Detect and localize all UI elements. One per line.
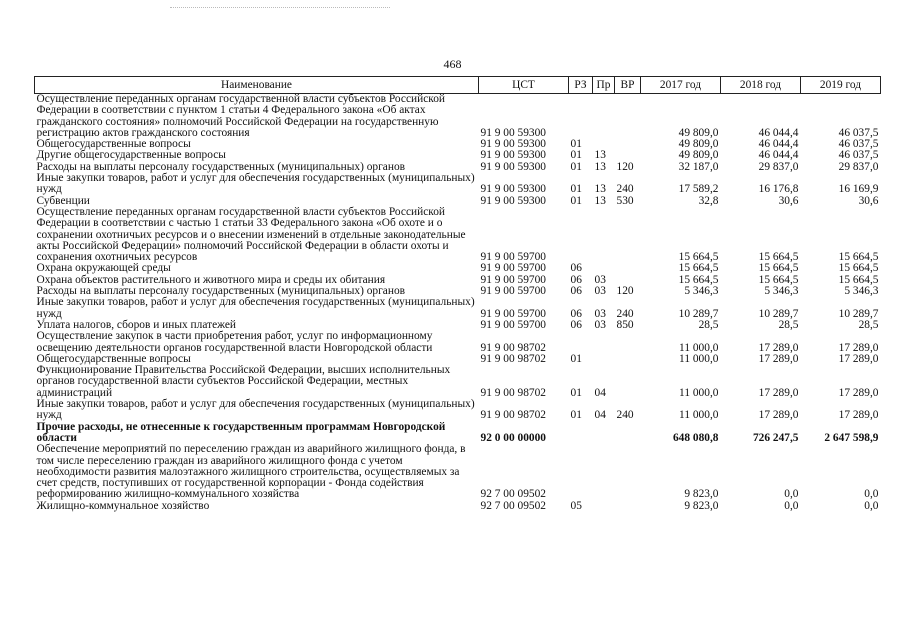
row-name: Расходы на выплаты персоналу государственных (муниципальных) органов [36, 285, 406, 298]
row-amount-2018: 15 664,5 [758, 273, 799, 286]
row-pr [593, 207, 615, 263]
row-rz: 01 [570, 149, 582, 162]
row-pr: 03 [594, 285, 606, 298]
row-vr [615, 263, 641, 274]
row-name: Другие общегосударственные вопросы [36, 149, 226, 162]
row-csr: 91 9 00 59300 [480, 126, 546, 139]
row-rz: 01 [570, 409, 582, 422]
row-vr [615, 94, 641, 140]
row-amount-2018: 17 289,0 [758, 409, 799, 422]
row-amount-2019: 46 037,5 [838, 149, 879, 162]
row-amount-2017: 28,5 [698, 318, 719, 331]
row-csr: 91 9 00 59300 [480, 138, 546, 151]
row-vr [615, 501, 641, 512]
row-amount-2017: 15 664,5 [678, 251, 719, 264]
row-amount-2018: 726 247,5 [752, 431, 799, 444]
row-amount-2018: 5 346,3 [764, 285, 799, 298]
row-name: Уплата налогов, сборов и иных платежей [36, 318, 236, 331]
row-csr: 91 9 00 59700 [480, 318, 546, 331]
row-csr: 91 9 00 98702 [480, 352, 546, 365]
row-name: Жилищно-коммунальное хозяйство [36, 499, 210, 512]
table-row [35, 444, 881, 500]
row-name: Осуществление переданных органам государственной власти субъектов Российской Федерации в соответствии с пунктом 1 статьи 4 Федерального закона «Об актах гражданского состояния» полномочий Российской Федерации на государственную регистрацию актов гражданского состояния [36, 93, 445, 139]
row-csr: 92 7 00 09502 [480, 488, 546, 501]
row-vr: 240 [616, 307, 634, 320]
row-name: Охрана объектов растительного и животного мира и среды их обитания [36, 273, 386, 286]
row-rz: 06 [570, 273, 582, 286]
table-row [35, 297, 881, 320]
row-amount-2018: 29 837,0 [758, 160, 799, 173]
row-amount-2019: 17 289,0 [838, 352, 879, 365]
row-amount-2018: 0,0 [784, 499, 799, 512]
row-amount-2018: 10 289,7 [758, 307, 799, 320]
row-csr: 91 9 00 98702 [480, 409, 546, 422]
table-row [35, 207, 881, 263]
row-name: Осуществление переданных органам государственной власти субъектов Российской Федерации в соответствии с частью 1 статьи 33 Федерального закона «Об охоте и о сохранении охотничьих ресурсов и о внесении изменений в отдельные законодательные акты Российской Федерации» полномочий Российской Федерации в области охоты и сохранения охотничьих ресурсов [36, 205, 466, 264]
row-pr: 03 [594, 318, 606, 331]
header-2019: 2019 год [801, 77, 881, 94]
row-name: Иные закупки товаров, работ и услуг для обеспечения государственных (муниципальных) нужд [36, 172, 475, 196]
row-amount-2018: 15 664,5 [758, 262, 799, 275]
row-rz [569, 444, 593, 500]
row-csr: 91 9 00 59700 [480, 307, 546, 320]
table-header-row [35, 77, 881, 94]
row-name: Функционирование Правительства Российской Федерации, высших исполнительных органов государственной власти субъектов Российской Федерации, местных администраций [36, 364, 451, 399]
row-name: Осуществление закупок в части приобретения работ, услуг по информационному освещению деятельности органов государственной власти Новгородской области [36, 330, 433, 354]
row-vr: 240 [616, 409, 634, 422]
header-name: Наименование [35, 77, 479, 94]
row-pr: 04 [594, 386, 606, 399]
row-pr: 13 [594, 194, 606, 207]
row-rz: 01 [570, 352, 582, 365]
row-csr: 91 9 00 98702 [480, 341, 546, 354]
row-amount-2018: 28,5 [778, 318, 799, 331]
row-amount-2019: 17 289,0 [838, 386, 879, 399]
row-csr: 91 9 00 59300 [480, 183, 546, 196]
row-amount-2017: 11 000,0 [679, 409, 719, 422]
row-rz: 01 [570, 386, 582, 399]
table-row [35, 331, 881, 354]
row-amount-2019: 15 664,5 [838, 251, 879, 264]
row-amount-2019: 46 037,5 [838, 126, 879, 139]
row-rz: 06 [570, 262, 582, 275]
row-name: Иные закупки товаров, работ и услуг для обеспечения государственных (муниципальных) нужд [36, 296, 475, 320]
row-vr [615, 207, 641, 263]
row-name: Общегосударственные вопросы [36, 138, 191, 151]
table-row [35, 173, 881, 196]
row-rz: 01 [570, 194, 582, 207]
row-amount-2017: 11 000,0 [679, 386, 719, 399]
header-vr: ВР [615, 77, 641, 94]
row-rz: 06 [570, 318, 582, 331]
table-row [35, 422, 881, 445]
row-csr: 91 9 00 59300 [480, 149, 546, 162]
row-vr [615, 422, 641, 445]
row-amount-2019: 15 664,5 [838, 273, 879, 286]
row-rz: 01 [570, 183, 582, 196]
row-rz [569, 94, 593, 140]
row-amount-2017: 49 809,0 [678, 138, 719, 151]
row-amount-2018: 16 176,8 [758, 183, 799, 196]
row-rz [569, 207, 593, 263]
page-number: 468 [443, 57, 462, 71]
row-amount-2019: 2 647 598,9 [824, 431, 879, 444]
row-vr: 850 [616, 318, 634, 331]
header-2017: 2017 год [641, 77, 721, 94]
row-csr: 91 9 00 59700 [480, 285, 546, 298]
row-vr: 120 [616, 285, 634, 298]
row-amount-2018: 17 289,0 [758, 352, 799, 365]
row-amount-2019: 10 289,7 [838, 307, 879, 320]
row-rz: 05 [570, 499, 582, 512]
row-csr: 91 9 00 98702 [480, 386, 546, 399]
row-vr [615, 354, 641, 365]
row-pr [593, 501, 615, 512]
row-amount-2018: 15 664,5 [758, 251, 799, 264]
row-rz: 06 [570, 285, 582, 298]
row-amount-2017: 17 589,2 [678, 183, 719, 196]
header-pr: Пр [593, 77, 615, 94]
row-pr [593, 354, 615, 365]
row-amount-2018: 17 289,0 [758, 386, 799, 399]
row-pr [593, 444, 615, 500]
table-body [35, 94, 881, 512]
row-csr: 91 9 00 59700 [480, 273, 546, 286]
row-amount-2019: 28,5 [858, 318, 879, 331]
row-pr: 03 [594, 307, 606, 320]
row-amount-2019: 29 837,0 [838, 160, 879, 173]
row-amount-2019: 46 037,5 [838, 138, 879, 151]
row-csr: 91 9 00 59700 [480, 262, 546, 275]
row-amount-2017: 5 346,3 [684, 285, 719, 298]
row-amount-2017: 11 000,0 [679, 352, 719, 365]
row-amount-2019: 17 289,0 [838, 409, 879, 422]
row-amount-2019: 0,0 [864, 499, 879, 512]
scan-artifact-line [170, 7, 390, 9]
row-csr: 91 9 00 59700 [480, 251, 546, 264]
row-amount-2019: 16 169,9 [838, 183, 879, 196]
row-amount-2018: 30,6 [778, 194, 799, 207]
row-rz: 01 [570, 138, 582, 151]
row-amount-2018: 46 044,4 [758, 149, 799, 162]
row-amount-2017: 15 664,5 [678, 262, 719, 275]
row-rz: 01 [570, 160, 582, 173]
row-amount-2017: 32,8 [698, 194, 719, 207]
row-csr: 91 9 00 59300 [480, 160, 546, 173]
row-rz: 06 [570, 307, 582, 320]
row-amount-2019: 0,0 [864, 488, 879, 501]
row-pr: 13 [594, 149, 606, 162]
row-vr: 530 [616, 194, 634, 207]
row-amount-2017: 49 809,0 [678, 149, 719, 162]
row-amount-2018: 46 044,4 [758, 138, 799, 151]
table-row [35, 501, 881, 512]
row-amount-2017: 648 080,8 [672, 431, 719, 444]
row-pr: 13 [594, 183, 606, 196]
row-vr [615, 444, 641, 500]
row-amount-2019: 30,6 [858, 194, 879, 207]
row-amount-2018: 0,0 [784, 488, 799, 501]
row-vr [615, 365, 641, 399]
row-vr: 120 [616, 160, 634, 173]
row-pr: 04 [594, 409, 606, 422]
row-vr: 240 [616, 183, 634, 196]
header-2018: 2018 год [721, 77, 801, 94]
row-pr [593, 331, 615, 354]
row-amount-2017: 49 809,0 [678, 126, 719, 139]
row-amount-2019: 17 289,0 [838, 341, 879, 354]
row-name: Обеспечение мероприятий по переселению граждан из аварийного жилищного фонда, в том числе переселению граждан из аварийного жилищного фонда с учетом необходимости развития малоэтажного жилищного строительства, осуществляемых за счет средств, поступивших от государственной корпорации - Фонда содействия реформированию жилищно-коммунального хозяйства [36, 443, 466, 501]
row-amount-2018: 17 289,0 [758, 341, 799, 354]
row-amount-2017: 9 823,0 [684, 499, 719, 512]
row-pr: 03 [594, 273, 606, 286]
row-csr: 92 0 00 00000 [480, 431, 546, 444]
row-name: Прочие расходы, не отнесенные к государственным программам Новгородской области [36, 420, 446, 444]
budget-table [34, 76, 881, 512]
row-amount-2019: 5 346,3 [844, 285, 879, 298]
row-rz [569, 331, 593, 354]
row-rz [569, 422, 593, 445]
header-csr: ЦСТ [479, 77, 569, 94]
row-name: Общегосударственные вопросы [36, 352, 191, 365]
row-amount-2017: 10 289,7 [678, 307, 719, 320]
row-pr [593, 422, 615, 445]
row-amount-2017: 11 000,0 [679, 341, 719, 354]
row-csr: 92 7 00 09502 [480, 499, 546, 512]
row-amount-2018: 46 044,4 [758, 126, 799, 139]
row-csr: 91 9 00 59300 [480, 194, 546, 207]
row-pr: 13 [594, 160, 606, 173]
row-vr [615, 139, 641, 150]
table-row [35, 399, 881, 422]
table-row [35, 365, 881, 399]
row-name: Расходы на выплаты персоналу государственных (муниципальных) органов [36, 160, 406, 173]
header-rz: РЗ [569, 77, 593, 94]
row-name: Охрана окружающей среды [36, 262, 171, 275]
row-vr [615, 331, 641, 354]
row-amount-2017: 32 187,0 [678, 160, 719, 173]
row-amount-2019: 15 664,5 [838, 262, 879, 275]
row-name: Субвенции [36, 194, 90, 207]
table-row [35, 94, 881, 140]
row-name: Иные закупки товаров, работ и услуг для обеспечения государственных (муниципальных) нужд [36, 398, 475, 422]
row-pr [593, 94, 615, 140]
row-amount-2017: 15 664,5 [678, 273, 719, 286]
row-amount-2017: 9 823,0 [684, 488, 719, 501]
